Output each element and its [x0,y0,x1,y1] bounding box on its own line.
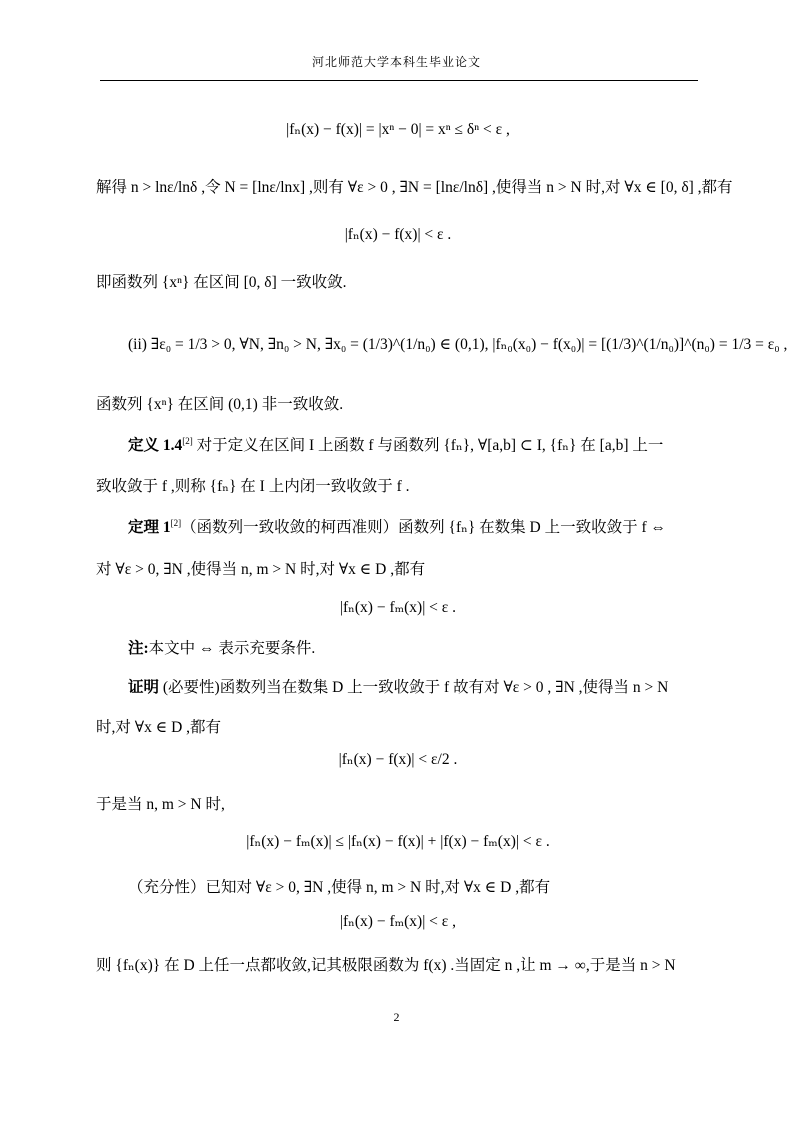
formula-line: |fₙ(x) − fₘ(x)| < ε . [339,599,457,616]
text-line: （充分性）已知对 ∀ε > 0, ∃N ,使得 n, m > N 时,对 ∀x ∈ D ,都有 [128,879,551,896]
formula-line: |fₙ(x) − fₘ(x)| ≤ |fₙ(x) − f(x)| + |f(x) − fₘ(x)| < ε . [246,833,550,850]
note-line [128,636,732,658]
theorem-line [128,515,732,537]
text-line: 时,对 ∀x ∈ D ,都有 [96,719,222,736]
note-text: 本文中 ⇔ 表示充要条件. [148,640,316,657]
proof-label: 证明 [128,679,160,696]
formula-line: |fₙ(x) − f(x)| < ε . [344,226,452,243]
text-line: 则 {fₙ(x)} 在 D 上任一点都收敛,记其极限函数为 f(x) .当固定 n ,让 m → ∞,于是当 n > N [96,957,676,974]
theorem-label: 定理 1 [128,519,171,536]
formula-line: |fₙ(x) − f(x)| < ε/2 . [338,751,458,768]
running-header: 河北师范大学本科生毕业论文 [311,55,481,69]
page-number: 2 [393,1010,400,1024]
proof-text: (必要性)函数列当在数集 D 上一致收敛于 f 故有对 ∀ε > 0 , ∃N ,使得当 n > N [159,679,669,696]
proof-line [128,675,732,697]
text-line: 即函数列 {xⁿ} 在区间 [0, δ] 一致收敛. [96,274,347,291]
text-line: 对 ∀ε > 0, ∃N ,使得当 n, m > N 时,对 ∀x ∈ D ,都有 [96,561,426,578]
formula-line: |fₙ(x) − fₘ(x)| < ε , [339,913,457,930]
text-line: 于是当 n, m > N 时, [96,796,225,813]
header-rule [100,80,698,81]
citation: [2] [170,517,182,528]
theorem-text: （函数列一致收敛的柯西准则）函数列 {fₙ} 在数集 D 上一致收敛于 f ⇔ [181,519,666,536]
text-line: 解得 n > lnε/lnδ ,令 N = [lnε/lnx] ,则有 ∀ε > 0 , ∃N = [lnε/lnδ] ,使得当 n > N 时,对 ∀x ∈ [0, δ] ,都有 [96,179,733,196]
note-label: 注: [128,640,149,657]
definition-text: 对于定义在区间 I 上函数 f 与函数列 {fₙ}, ∀[a,b] ⊂ I, {fₙ} 在 [a,b] 上一 [192,437,664,454]
text-line: 函数列 {xⁿ} 在区间 (0,1) 非一致收敛. [96,396,344,413]
definition-line [128,433,732,455]
citation: [2] [182,435,193,446]
formula-line: |fₙ(x) − f(x)| = |xⁿ − 0| = xⁿ ≤ δⁿ < ε , [286,121,510,138]
definition-label: 定义 1.4 [128,437,183,454]
text-line: (ii) ∃ε₀ = 1/3 > 0, ∀N, ∃n₀ > N, ∃x₀ = (1/3)^(1/n₀) ∈ (0,1), |fₙ₀(x₀) − f(x₀)| = [(1/3)^(1/n₀)]^(n₀) = 1/3 = ε₀ , [128,336,788,353]
text-line: 致收敛于 f ,则称 {fₙ} 在 I 上内闭一致收敛于 f . [96,478,410,495]
